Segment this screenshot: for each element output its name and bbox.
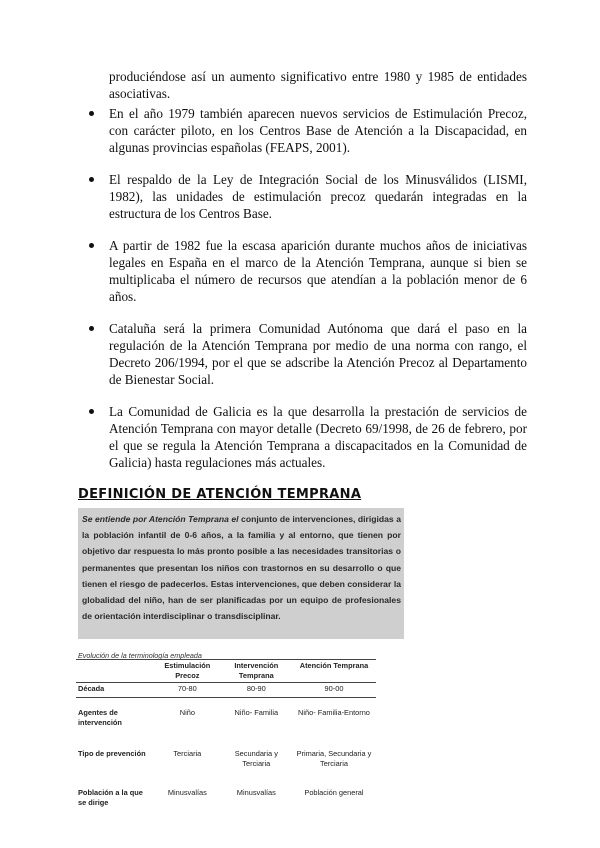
table-row [76,780,376,809]
list-item-text: Cataluña será la primera Comunidad Autónoma que dará el paso en la regulación de la Atención Temprana por medio de una norma con rango, el Decreto 206/1994, por el que se adscribe la Atención Precoz al Departamento de Bienestar Social. [109,321,527,387]
table-cell: Secundaria y Terciaria [234,749,278,768]
table-cell: 80-90 [221,683,292,698]
table-cell: Década [76,683,154,698]
list-item-text: En el año 1979 también aparecen nuevos servicios de Estimulación Precoz, con carácter piloto, en los Centros Base de Atención a la Discapacidad, en algunas provincias españolas (FEAPS, 2001). [109,106,527,155]
bullet-icon [89,409,94,414]
list-item-text: A partir de 1982 fue la escasa aparición durante muchos años de iniciativas legales en España en el marco de la Atención Temprana, aunque si bien se multiplicaba el número de recursos que atendían a la población menor de 6 años. [109,238,527,304]
list-item [87,105,527,156]
definition-box [78,508,404,639]
continuation-paragraph: produciéndose así un aumento significativo entre 1980 y 1985 de entidades asociativas. [109,69,527,101]
table-cell: 90-00 [292,683,376,698]
bullet-icon [89,243,94,248]
list-item-text: La Comunidad de Galicia es la que desarrolla la prestación de servicios de Atención Temprana con mayor detalle (Decreto 69/1998, de 26 de febrero, por el que se regula la Atención Temprana a discapacitados en la Comunidad de Galicia) hasta regulaciones más actuales. [109,404,527,470]
table-cell: Terciaria [173,749,202,758]
table-row [76,683,376,698]
terminology-table [76,659,376,809]
table-cell: Primaria, Secundaria y Terciaria [296,749,372,768]
table-row [76,741,376,780]
definition-lead: Se entiende por Atención Temprana el [82,514,239,524]
definition-body: conjunto de intervenciones, dirigidas a la población infantil de 0-6 años, a la familia y al entorno, que tienen por objetivo dar respuesta lo más pronto posible a las necesidades transitorias o permanentes que presentan los niños con trastornos en su desarrollo o que tienen el riesgo de padecerlos. Estas intervenciones, que deben considerar la globalidad del niño, han de ser planificadas por un equipo de profesionales de orientación interdisciplinar o transdisciplinar. [82,514,401,622]
table-caption: Evolución de la terminología empleada [78,651,202,660]
table-header: Estimulación Precoz [154,660,221,683]
list-item [87,171,527,222]
table-cell: 70-80 [154,683,221,698]
section-heading: DEFINICIÓN DE ATENCIÓN TEMPRANA [78,487,362,502]
table-header [76,660,154,683]
definition-text [78,511,404,624]
list-item-text: El respaldo de la Ley de Integración Social de los Minusválidos (LISMI, 1982), las unidades de estimulación precoz quedarán integradas en la estructura de los Centros Base. [109,172,527,221]
bullet-icon [89,177,94,182]
bullet-list [87,105,527,486]
table-cell: Agentes de intervención [78,708,122,727]
bullet-icon [89,326,94,331]
list-item [87,403,527,471]
table-header: Intervención Temprana [221,660,292,683]
table-cell: Niño [179,708,195,717]
table-cell: Tipo de prevención [78,749,146,758]
table-cell: Minusvalías [236,788,276,797]
table-row [76,698,376,742]
bullet-icon [89,111,94,116]
table-cell: Minusvalías [167,788,207,797]
table-cell: Niño- Familia [234,708,279,717]
table-cell: Niño- Familia-Entorno [298,708,370,717]
list-item [87,237,527,305]
table-header: Atención Temprana [292,660,376,683]
list-item [87,320,527,388]
table-cell: Población general [304,788,364,797]
table-cell: Población a la que se dirige [78,788,143,807]
